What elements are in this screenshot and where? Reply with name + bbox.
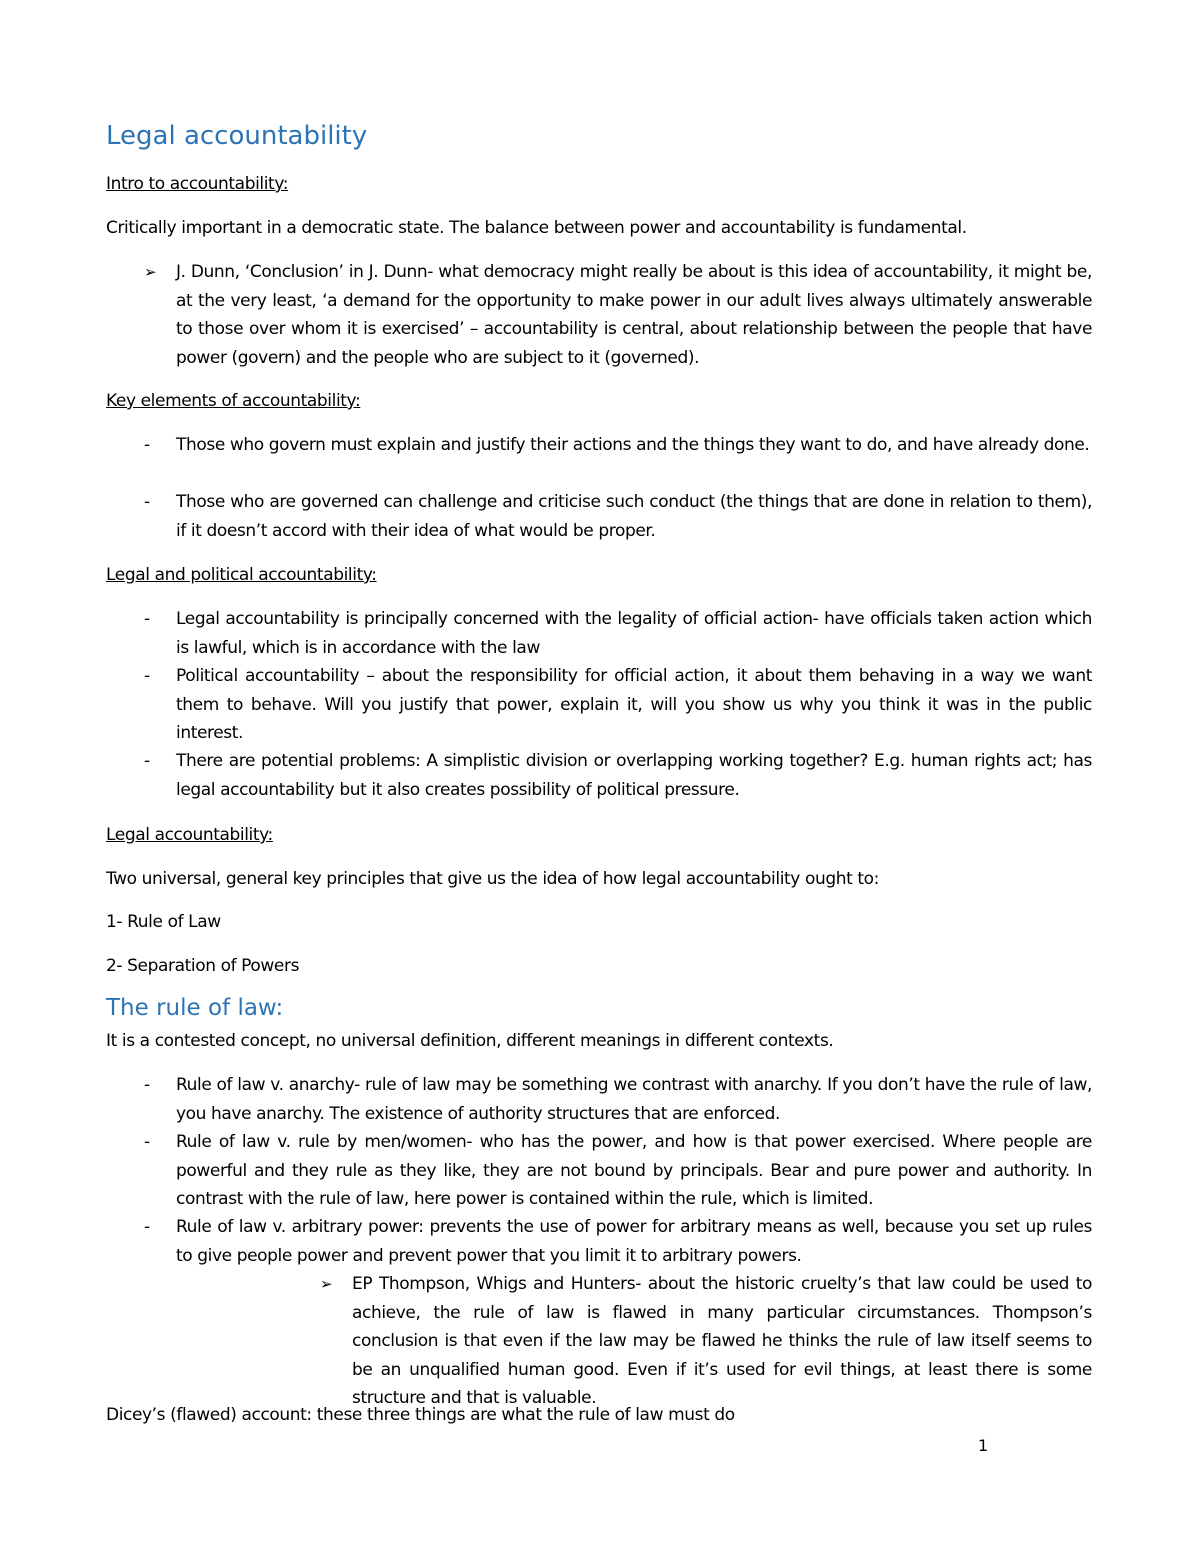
dash-bullet: -: [144, 1217, 150, 1237]
dash-bullet: -: [144, 1075, 150, 1095]
dash-bullet: -: [144, 492, 150, 512]
section-heading-legal-political: Legal and political accountability:: [106, 565, 377, 585]
key-element-text: Those who govern must explain and justify their actions and the things they want to do, and have already done.: [176, 435, 1090, 455]
arrow-bullet-icon: ➢: [144, 263, 157, 281]
thompson-sub-bullet: EP Thompson, Whigs and Hunters- about the historic cruelty’s that law could be used to achieve, the rule of law is flawed in many particular circumstances. Thompson’s conclusion is that even if the law may be flawed he thinks the rule of law itself seems to be an unqualified human good. Even if it’s used for evil things, at least there is some structure and that is valuable.: [352, 1274, 1092, 1408]
legal-political-text: Political accountability – about the responsibility for official action, it about them behaving in a way we want them to behave. Will you justify that power, explain it, will you show us why you think it was in the public interest.: [176, 666, 1092, 743]
dash-bullet: -: [144, 435, 150, 455]
page-number: 1: [978, 1436, 989, 1455]
dash-bullet: -: [144, 666, 150, 686]
section-heading-rule-of-law: The rule of law:: [106, 995, 284, 1021]
rule-of-law-point: Rule of law v. anarchy- rule of law may be something we contrast with anarchy. If you don’t have the rule of law, you have anarchy. The existence of authority structures that are enforced.: [176, 1075, 1092, 1124]
section-heading-legal-accountability: Legal accountability:: [106, 825, 273, 845]
legal-political-text: Legal accountability is principally concerned with the legality of official action- have officials taken action which is lawful, which is in accordance with the law: [176, 609, 1092, 658]
dicey-account-line: Dicey’s (flawed) account: these three things are what the rule of law must do: [106, 1405, 735, 1425]
rule-of-law-point: Rule of law v. arbitrary power: prevents the use of power for arbitrary means as well, because you set up rules to give people power and prevent power that you limit it to arbitrary powers.: [176, 1217, 1092, 1266]
dunn-quote-bullet: J. Dunn, ‘Conclusion’ in J. Dunn- what democracy might really be about is this idea of accountability, it might be, at the very least, ‘a demand for the opportunity to make power in our adult lives always ultimately answerable to those over whom it is exercised’ – accountability is central, about relationship between the people that have power (govern) and the people who are subject to it (governed).: [176, 262, 1092, 368]
rule-of-law-point: Rule of law v. rule by men/women- who has the power, and how is that power exercised. Where people are powerful and they rule as they like, they are not bound by principals. Bear and pure power and authority. In contrast with the rule of law, here power is contained within the rule, which is limited.: [176, 1132, 1092, 1209]
legal-political-text: There are potential problems: A simplistic division or overlapping working together? E.g. human rights act; has legal accountability but it also creates possibility of political pressure.: [176, 751, 1092, 800]
document-title: Legal accountability: [106, 121, 368, 151]
legal-accountability-paragraph: Two universal, general key principles that give us the idea of how legal accountability ought to:: [106, 869, 879, 889]
arrow-bullet-icon: ➢: [320, 1275, 333, 1293]
rule-of-law-intro: It is a contested concept, no universal definition, different meanings in different contexts.: [106, 1031, 834, 1051]
section-heading-intro: Intro to accountability:: [106, 174, 289, 194]
dash-bullet: -: [144, 1132, 150, 1152]
intro-paragraph: Critically important in a democratic state. The balance between power and accountability is fundamental.: [106, 218, 967, 238]
section-heading-key-elements: Key elements of accountability:: [106, 391, 361, 411]
dash-bullet: -: [144, 751, 150, 771]
dash-bullet: -: [144, 609, 150, 629]
principle-separation-of-powers: 2- Separation of Powers: [106, 956, 300, 976]
principle-rule-of-law: 1- Rule of Law: [106, 912, 221, 932]
key-element-text: Those who are governed can challenge and criticise such conduct (the things that are done in relation to them), if it doesn’t accord with their idea of what would be proper.: [176, 492, 1092, 541]
document-page: [106, 0, 1092, 1553]
